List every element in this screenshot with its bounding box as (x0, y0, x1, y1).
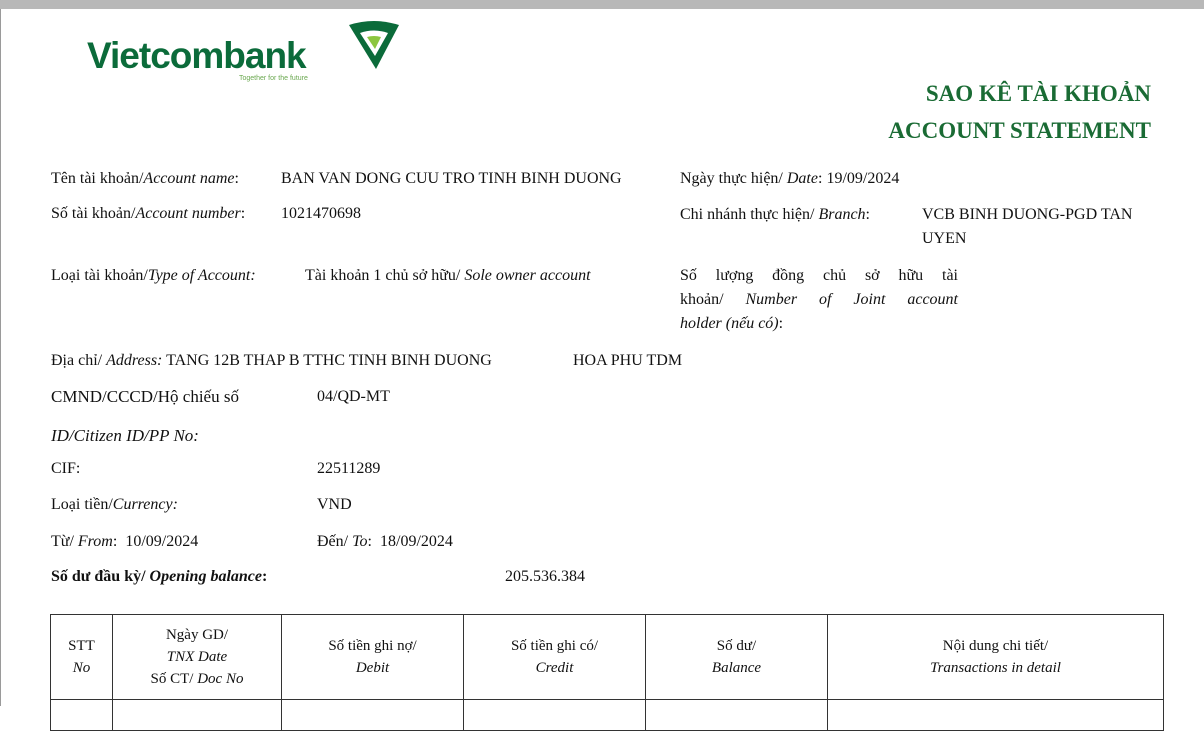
account-type-label: Loại tài khoản/Type of Account: (51, 267, 256, 284)
joint-holders-line1: Số lượng đồng chủ sở hữu tài (680, 267, 958, 284)
id-label-en: ID/Citizen ID/PP No: (51, 426, 199, 445)
to-value: 18/09/2024 (380, 533, 453, 550)
logo-wordmark: Vietcombank (87, 35, 306, 76)
table-cell (113, 700, 282, 731)
viewer-top-bar (0, 0, 1204, 9)
table-cell (464, 700, 646, 731)
header-details: Nội dung chi tiết/ Transactions in detail (828, 615, 1164, 700)
statement-title-en: ACCOUNT STATEMENT (888, 118, 1151, 143)
cif-value: 22511289 (317, 460, 381, 477)
account-type-value: Tài khoản 1 chủ sở hữu/ Sole owner account (305, 267, 591, 284)
date-field: Ngày thực hiện/ Date: 19/09/2024 (680, 170, 900, 187)
id-label-vn: CMND/CCCD/Hộ chiếu số (51, 387, 239, 406)
header-no: STT No (51, 615, 113, 700)
address-field: Địa chỉ/ Address: TANG 12B THAP B TTHC TINH BINH DUONG (51, 352, 492, 369)
account-number-value: 1021470698 (281, 205, 361, 222)
logo-v-icon (345, 19, 403, 73)
table-cell (646, 700, 828, 731)
from-field: Từ/ From: 10/09/2024 (51, 533, 199, 550)
to-field: Đến/ To: 18/09/2024 (317, 533, 453, 550)
table-cell (51, 700, 113, 731)
table-cell (828, 700, 1164, 731)
account-name-value: BAN VAN DONG CUU TRO TINH BINH DUONG (281, 170, 622, 187)
table-row (51, 700, 1164, 731)
date-value: 19/09/2024 (826, 170, 900, 187)
vietcombank-logo (87, 19, 403, 83)
account-number-label: Số tài khoản/Account number: (51, 205, 246, 222)
joint-holders-line2: khoản/ Number of Joint account (680, 291, 958, 308)
table-cell (282, 700, 464, 731)
header-date: Ngày GD/ TNX Date Số CT/ Doc No (113, 615, 282, 700)
from-value: 10/09/2024 (125, 533, 199, 550)
address-value: TANG 12B THAP B TTHC TINH BINH DUONG (166, 352, 492, 369)
statement-title-vn: SAO KÊ TÀI KHOẢN (925, 81, 1151, 106)
opening-balance-value: 205.536.384 (505, 568, 585, 585)
currency-value: VND (317, 496, 352, 513)
account-name-label: Tên tài khoản/Account name: (51, 170, 239, 187)
branch-value-line2: UYEN (922, 230, 967, 247)
joint-holders-line3: holder (nếu có): (680, 315, 784, 332)
header-debit: Số tiền ghi nợ/ Debit (282, 615, 464, 700)
currency-label: Loại tiền/Currency: (51, 496, 178, 513)
table-header-row (51, 615, 1164, 700)
statement-page (0, 9, 1204, 706)
id-value: 04/QD-MT (317, 388, 390, 405)
branch-label: Chi nhánh thực hiện/ Branch: (680, 206, 870, 223)
header-balance: Số dư/ Balance (646, 615, 828, 700)
address-value-2: HOA PHU TDM (573, 352, 683, 369)
transactions-table (50, 614, 1164, 731)
opening-balance-label: Số dư đầu kỳ/ Opening balance: (51, 568, 268, 585)
logo-tagline: Together for the future (239, 75, 308, 82)
header-credit: Số tiền ghi có/ Credit (464, 615, 646, 700)
cif-label: CIF: (51, 460, 81, 477)
branch-value-line1: VCB BINH DUONG-PGD TAN (922, 206, 1133, 223)
